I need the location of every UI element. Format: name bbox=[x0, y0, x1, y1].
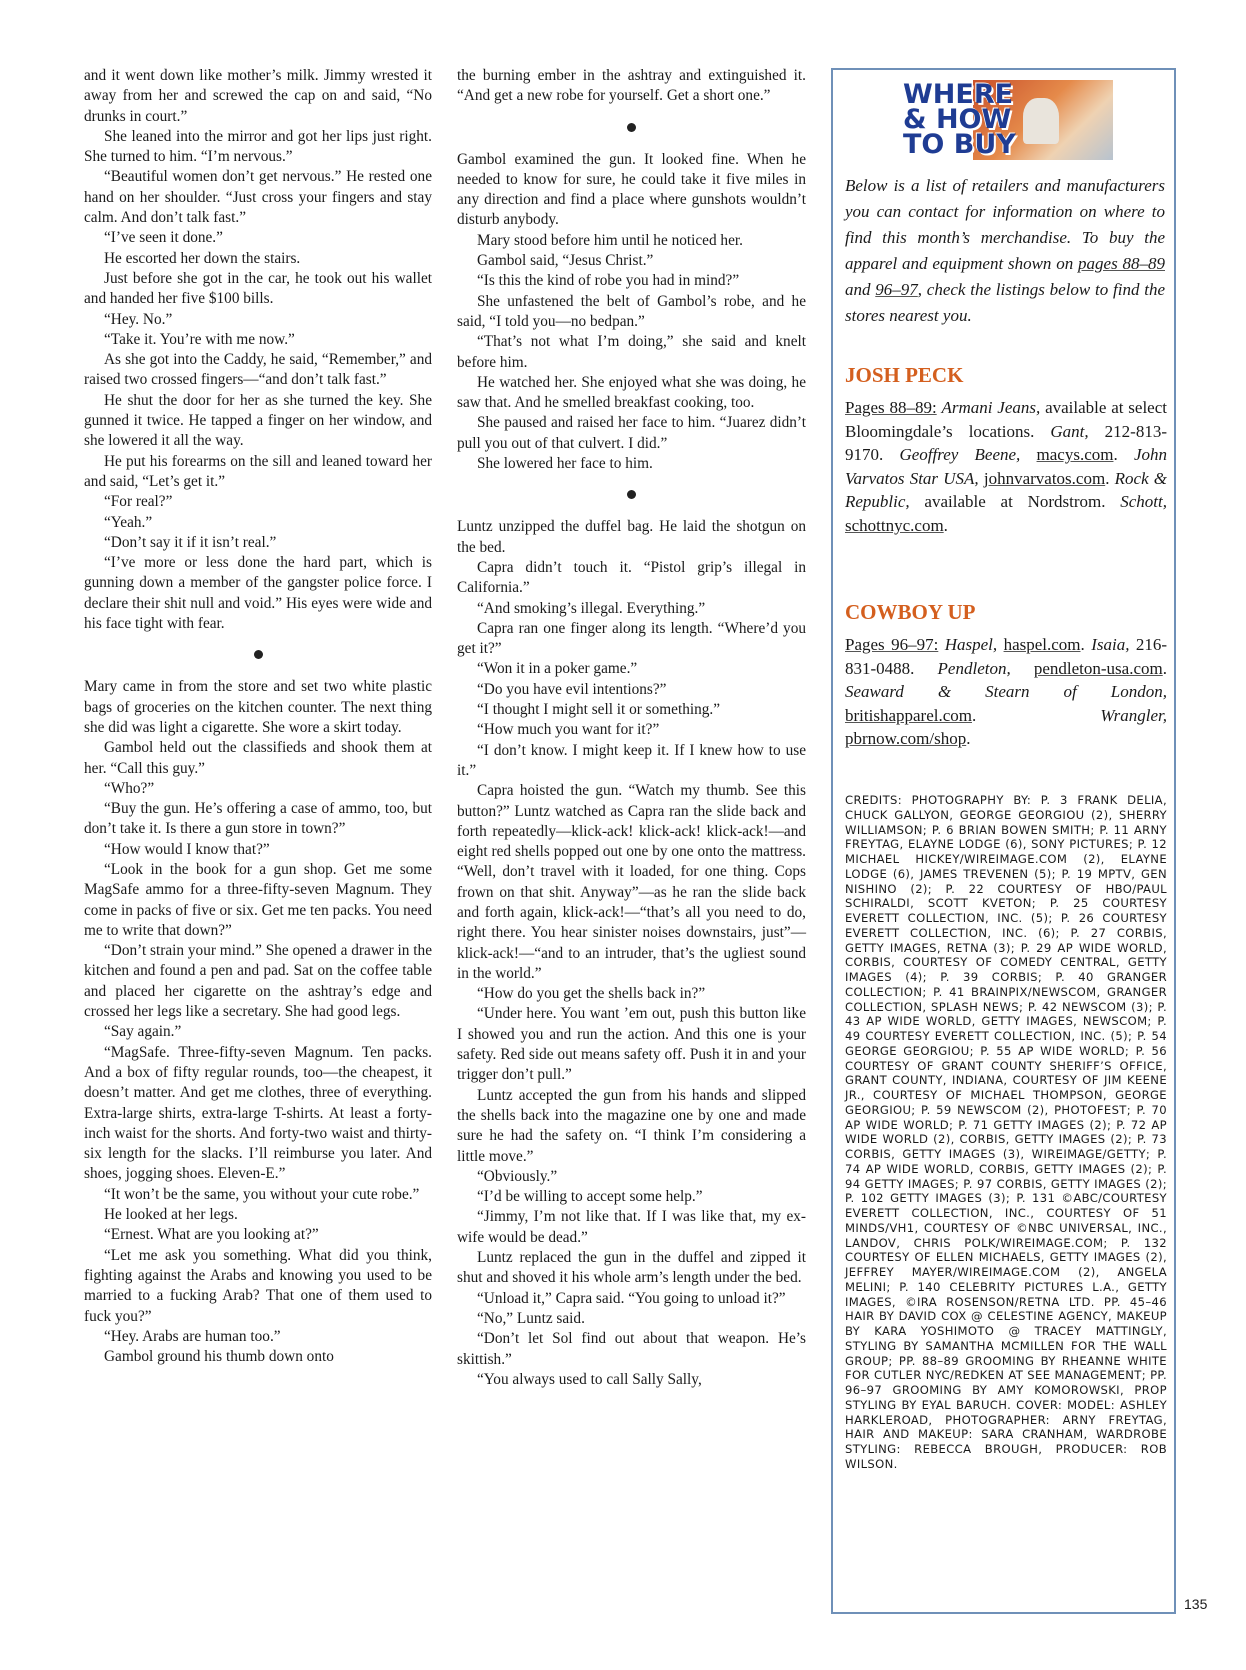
where-how-to-buy-sidebar bbox=[831, 68, 1176, 1614]
story-paragraph: Mary came in from the store and set two white plastic bags of groceries on the kitchen counter. The next thing she did was light a cigarette. She wore a skirt today. bbox=[84, 678, 432, 736]
story-paragraph: “I’d be willing to accept some help.” bbox=[477, 1188, 703, 1206]
link-britishapparel[interactable]: britishapparel.com bbox=[845, 705, 972, 725]
story-paragraph: “Don’t strain your mind.” She opened a drawer in the kitchen and found a pen and pad. Sat on the coffee table and placed her cigarette on the ashtray’s edge and crossed her legs like a secretary. She had good legs. bbox=[84, 942, 432, 1021]
story-paragraph: “Take it. You’re with me now.” bbox=[104, 330, 295, 348]
story-paragraph: “How do you get the shells back in?” bbox=[477, 985, 706, 1003]
story-paragraph: “Under here. You want ’em out, push this button like I showed you and run the action. And this one is your safety. Red side out means safety off. Push it in and your trigger don’t pull.” bbox=[457, 1005, 806, 1084]
story-paragraph: “Beautiful women don’t get nervous.” He rested one hand on her shoulder. “Just cross your fingers and stay calm. And don’t talk fast.” bbox=[84, 168, 432, 227]
story-paragraph: She lowered her face to him. bbox=[477, 455, 653, 473]
story-paragraph: “Do you have evil intentions?” bbox=[477, 680, 667, 698]
story-paragraph: He looked at her legs. bbox=[104, 1206, 238, 1224]
link-pbrnow[interactable]: pbrnow.com/shop bbox=[845, 729, 967, 749]
page-number: 135 bbox=[1184, 1596, 1208, 1612]
section-break-dot bbox=[254, 650, 263, 659]
story-paragraph: Capra ran one finger along its length. “Where’d you get it?” bbox=[457, 619, 806, 658]
link-haspel[interactable]: haspel.com bbox=[1003, 635, 1081, 654]
story-paragraph: “It won’t be the same, you without your cute robe.” bbox=[104, 1185, 420, 1203]
story-paragraph: “I’ve seen it done.” bbox=[104, 229, 223, 247]
story-paragraph: the burning ember in the ashtray and extinguished it. “And get a new robe for yourself. Get a short one.” bbox=[457, 67, 806, 105]
story-paragraph: “Let me ask you something. What did you think, fighting against the Arabs and knowing you used to be married to a fucking Arab? That one of them used to fuck you?” bbox=[84, 1246, 432, 1325]
story-paragraph: “I thought I might sell it or something.” bbox=[477, 701, 721, 719]
story-paragraph: “I don’t know. I might keep it. If I knew how to use it.” bbox=[457, 741, 806, 779]
story-paragraph: Gambol held out the classifieds and shook them at her. “Call this guy.” bbox=[84, 739, 432, 777]
story-paragraph: “Don’t say it if it isn’t real.” bbox=[104, 533, 277, 551]
story-paragraph: Gambol said, “Jesus Christ.” bbox=[477, 252, 654, 270]
sidebar-intro: Below is a list of retailers and manufacturers you can contact for information on where to find this month’s merchandise. To buy the apparel and equipment shown on pages 88–89 and 96–97, check the listings below to find the stores nearest you. bbox=[845, 176, 1165, 325]
story-paragraph: “For real?” bbox=[104, 493, 173, 511]
story-paragraph: Just before she got in the car, he took out his wallet and handed her five $100 bills. bbox=[84, 269, 432, 308]
story-paragraph: “Yeah.” bbox=[104, 513, 153, 531]
section-title-josh-peck: JOSH PECK bbox=[845, 363, 964, 387]
story-paragraph: “And smoking’s illegal. Everything.” bbox=[477, 599, 706, 617]
story-paragraph: “Ernest. What are you looking at?” bbox=[104, 1226, 319, 1244]
story-paragraph: “Won it in a poker game.” bbox=[477, 660, 638, 678]
story-paragraph: “How would I know that?” bbox=[104, 840, 270, 858]
logo-text bbox=[903, 79, 1016, 160]
section-break-dot bbox=[627, 123, 636, 132]
story-paragraph: “Jimmy, I’m not like that. If I was like that, my ex-wife would be dead.” bbox=[457, 1208, 806, 1246]
story-column-left bbox=[84, 66, 432, 1367]
section-body-josh-peck: Pages 88–89: Armani Jeans, available at select Bloomingdale’s locations. Gant, 212-813-9170. Geoffrey Beene, macys.com. John Varvatos Star USA, johnvarvatos.com. Rock & Republic, available at Nordstrom. Schott, schottnyc.com. bbox=[845, 398, 1168, 535]
story-paragraph: “You always used to call Sally Sally, bbox=[477, 1370, 702, 1388]
link-johnvarvatos[interactable]: johnvarvatos.com bbox=[983, 468, 1106, 488]
link-pendleton[interactable]: pendleton-usa.com bbox=[1033, 658, 1163, 678]
story-paragraph: “Don’t let Sol find out about that weapon. He’s skittish.” bbox=[457, 1330, 806, 1368]
story-paragraph: He watched her. She enjoyed what she was doing, he saw that. And he smelled breakfast cooking, too. bbox=[457, 373, 806, 412]
logo-line-1: WHERE bbox=[903, 79, 1014, 110]
story-paragraph: “That’s not what I’m doing,” she said and knelt before him. bbox=[457, 333, 806, 371]
logo-line-2: & HOW bbox=[903, 104, 1012, 135]
story-paragraph: As she got into the Caddy, he said, “Remember,” and raised two crossed fingers—“and don’t talk fast.” bbox=[84, 351, 432, 389]
story-paragraph: She paused and raised her face to him. “Juarez didn’t pull you out of that culvert. I did.” bbox=[457, 414, 806, 452]
section-body-cowboy-up: Pages 96–97: Haspel, haspel.com. Isaia, 216-831-0488. Pendleton, pendleton-usa.com. Seaward & Stearn of London, britishapparel.com. Wrangler, pbrnow.com/shop. bbox=[845, 635, 1168, 749]
story-paragraph: “MagSafe. Three-fifty-seven Magnum. Ten packs. And a box of fifty regular rounds, too—the cheapest, it doesn’t matter. And get me clothes, three of everything. Extra-large shirts, extra-large T-shirts. At least a forty-inch waist for the shorts. And forty-two waist and thirty-six length for the slacks. I’ll reimburse you later. And shoes, jogging shoes. Eleven-E.” bbox=[84, 1043, 432, 1183]
story-paragraph: “How much you want for it?” bbox=[477, 721, 660, 739]
story-paragraph: and it went down like mother’s milk. Jimmy wrested it away from her and screwed the cap on and said, “No drunks in court.” bbox=[84, 67, 432, 125]
story-paragraph: He put his forearms on the sill and leaned toward her and said, “Let’s get it.” bbox=[84, 452, 432, 490]
story-paragraph: Luntz unzipped the duffel bag. He laid the shotgun on the bed. bbox=[457, 518, 806, 556]
story-paragraph: Capra hoisted the gun. “Watch my thumb. See this button?” Luntz watched as Capra ran the slide back and forth repeatedly—klick-ack! klick-ack! klick-ack!—and eight red shells popped out one by one onto the mattress. “Well, don’t travel with it loaded, for one thing. Cops frown on that shit. Anyway”—as he ran the slide back and forth again, klick-ack!—“that’s all you need to do, right there. You hear sinister noises downstairs, just”—klick-ack!—“and to an intruder, that’s the ugliest sound in the world.” bbox=[457, 782, 806, 982]
story-paragraph: “Unload it,” Capra said. “You going to unload it?” bbox=[477, 1289, 786, 1307]
story-paragraph: He shut the door for her as she turned the key. She gunned it twice. He tapped a finger on her window, and she lowered it all the way. bbox=[84, 391, 432, 450]
story-paragraph: She leaned into the mirror and got her lips just right. She turned to him. “I’m nervous.” bbox=[84, 127, 432, 166]
story-paragraph: “Hey. Arabs are human too.” bbox=[104, 1327, 281, 1345]
story-paragraph: “I’ve more or less done the hard part, which is gunning down a member of the gangster police force. I declare their shit null and void.” His eyes were wide and his face tight with fear. bbox=[84, 554, 432, 633]
story-paragraph: “Hey. No.” bbox=[104, 310, 173, 328]
story-paragraph: “Is this the kind of robe you had in mind?” bbox=[477, 272, 740, 290]
story-paragraph: She unfastened the belt of Gambol’s robe, and he said, “I told you—no bedpan.” bbox=[457, 292, 806, 330]
story-paragraph: Luntz accepted the gun from his hands and slipped the shells back into the magazine one by one and made sure he had the safety on. “I think I’m considering a little move.” bbox=[457, 1086, 806, 1165]
story-paragraph: “Buy the gun. He’s offering a case of ammo, too, but don’t take it. Is there a gun store in town?” bbox=[84, 800, 432, 838]
section-break-dot bbox=[627, 490, 636, 499]
where-how-to-buy-logo bbox=[903, 80, 1113, 160]
story-paragraph: “Look in the book for a gun shop. Get me some MagSafe ammo for a three-fifty-seven Magnum. They come in packs of five or six. Get me ten packs. You need me to write that down?” bbox=[84, 860, 432, 939]
story-paragraph: Gambol examined the gun. It looked fine. When he needed to know for sure, he could take it five miles in any direction and find a place where gunshots wouldn’t disturb anybody. bbox=[457, 150, 806, 229]
story-paragraph: “Obviously.” bbox=[477, 1167, 558, 1185]
story-paragraph: He escorted her down the stairs. bbox=[104, 249, 301, 267]
story-paragraph: Gambol ground his thumb down onto bbox=[104, 1348, 334, 1366]
story-paragraph: Mary stood before him until he noticed her. bbox=[477, 231, 743, 249]
section-title-cowboy-up: COWBOY UP bbox=[845, 600, 976, 624]
story-paragraph: “Say again.” bbox=[104, 1023, 182, 1041]
link-macys[interactable]: macys.com bbox=[1036, 445, 1114, 465]
photo-credits: CREDITS: PHOTOGRAPHY BY: P. 3 FRANK DELIA, CHUCK GALLYON, GEORGE GEORGIOU (2), SHERRY WILLIAMSON; P. 6 BRIAN BOWEN SMITH; P. 11 ARNY FREYTAG, ELAYNE LODGE (6), SONY PICTURES; P. 12 MICHAEL HICKEY/WIREIMAGE.COM (2), ELAYNE LODGE (6), JAMES TREVENEN (5); P. 19 MPTV, GEN NISHINO (2); P. 22 COURTESY OF HBO/PAUL SCHIRALDI, SCOTT KVETON; P. 25 COURTESY EVERETT COLLECTION, INC. (5); P. 26 COURTESY EVERETT COLLECTION, INC. (6); P. 27 CORBIS, GETTY IMAGES, RETNA (3); P. 29 AP WIDE WORLD, CORBIS, COURTESY OF COMEDY CENTRAL, GETTY IMAGES (4); P. 39 CORBIS; P. 40 GRANGER COLLECTION; P. 41 BRAINPIX/NEWSCOM, GRANGER COLLECTION, SPLASH NEWS; P. 42 NEWSCOM (3); P. 43 AP WIDE WORLD, GETTY IMAGES, NEWSCOM; P. 49 COURTESY EVERETT COLLECTION, INC. (5); P. 54 GEORGE GEORGIOU; P. 55 AP WIDE WORLD; P. 56 COURTESY OF GRANT COUNTY SHERIFF’S OFFICE, GRANT COUNTY, INDIANA, COURTESY OF JIM KEENE JR., COURTESY OF MICHAEL THOMPSON, GEORGE GEORGIOU; P. 59 NEWSCOM (2), PHOTOFEST; P. 70 AP WIDE WORLD; P. 71 GETTY IMAGES (2); P. 72 AP WIDE WORLD (2), CORBIS, GETTY IMAGES (2); P. 73 CORBIS, GETTY IMAGES (3), WIREIMAGE/GETTY; P. 74 AP WIDE WORLD, CORBIS, GETTY IMAGES (2); P. 94 GETTY IMAGES; P. 97 CORBIS, GETTY IMAGES (2); P. 102 GETTY IMAGES (3); P. 131 ©ABC/COURTESY EVERETT COLLECTION, INC., COURTESY OF 51 MINDS/VH1, COURTESY OF ©NBC UNIVERSAL, INC., LANDOV, CHRIS POLK/WIREIMAGE.COM; P. 132 COURTESY OF ELLEN MICHAELS, GETTY IMAGES (2), JEFFREY MAYER/WIREIMAGE.COM (2), ANGELA MELINI; P. 140 CELEBRITY PICTURES L.A., GETTY IMAGES, ©IRA ROSENSON/RETNA LTD. PP. 45–46 HAIR BY DAVID COX @ CELESTINE AGENCY, MAKEUP BY KARA YOSHIMOTO @ TRACEY MATTINGLY, STYLING BY SAMANTHA MCMILLEN FOR THE WALL GROUP; PP. 88–89 GROOMING BY RHEANNE WHITE FOR CUTLER NYC/REDKEN AT SEE MANAGEMENT; PP. 96–97 GROOMING BY AMY KOMOROWSKI, PROP STYLING BY EYAL BARUCH. COVER: MODEL: ASHLEY HARKLEROAD, PHOTOGRAPHER: ARNY FREYTAG, HAIR AND MAKEUP: SARA CRANHAM, WARDROBE STYLING: REBECCA BROUGH, PRODUCER: ROB WILSON. bbox=[845, 793, 1167, 1471]
story-paragraph: “No,” Luntz said. bbox=[477, 1309, 585, 1327]
story-column-middle bbox=[457, 66, 806, 1390]
story-paragraph: “Who?” bbox=[104, 779, 155, 797]
story-paragraph: Luntz replaced the gun in the duffel and zipped it shut and shoved it his whole arm’s length under the bed. bbox=[457, 1249, 806, 1287]
story-paragraph: Capra didn’t touch it. “Pistol grip’s illegal in California.” bbox=[457, 558, 806, 597]
logo-line-3: TO BUY bbox=[903, 129, 1016, 160]
link-schottnyc[interactable]: schottnyc.com bbox=[845, 515, 944, 535]
